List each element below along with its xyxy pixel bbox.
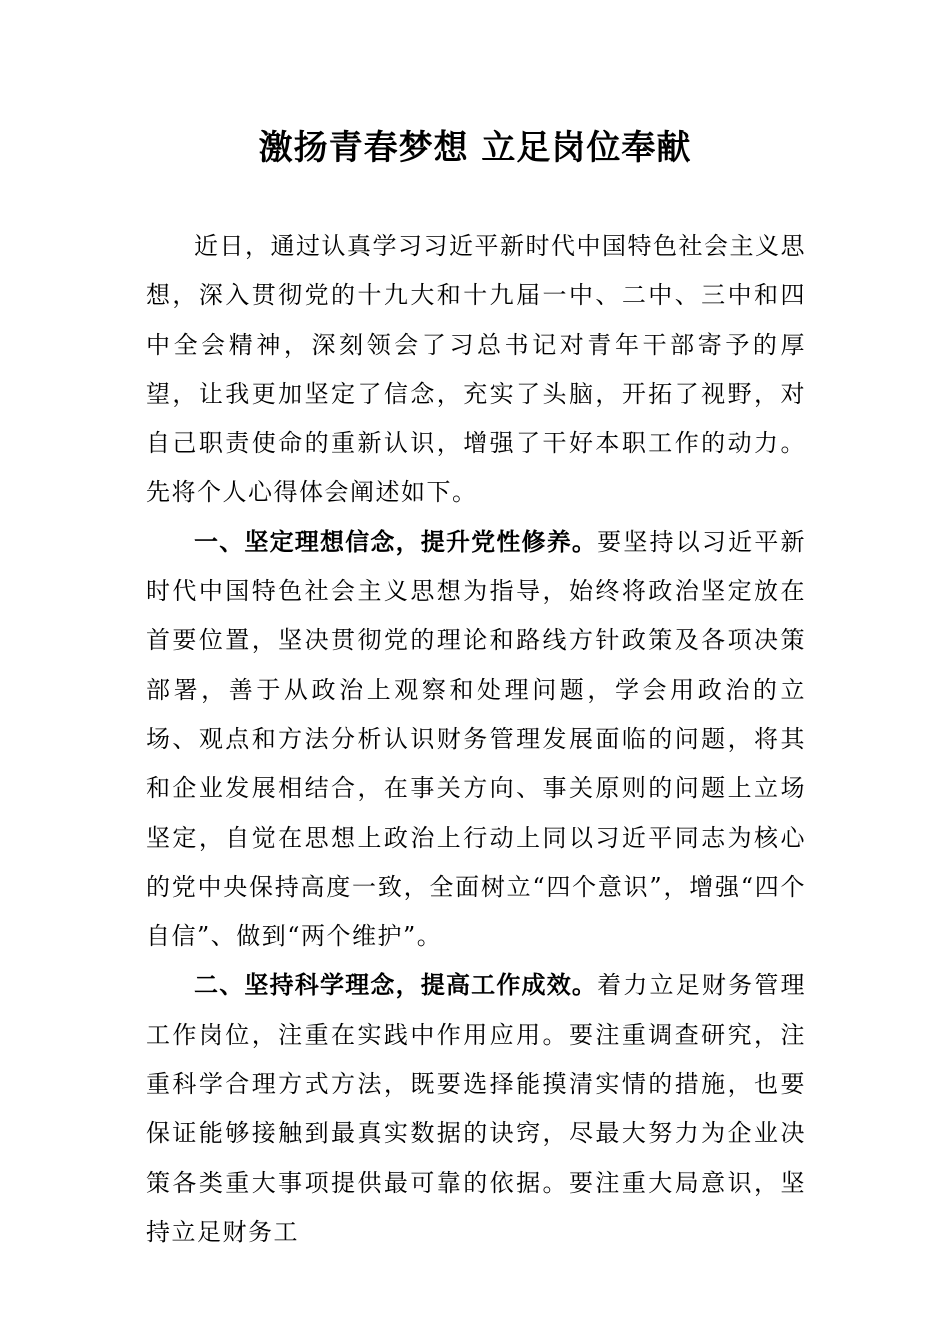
paragraph-text: 着力立足财务管理工作岗位，注重在实践中作用应用。要注重调查研究，注重科学合理方式方法，既要选择能摸清实情的措施，也要保证能够接触到最真实数据的诀窍，尽最大努力为企业决策各类重大事项提供最可靠的依据。要注重大局意识，坚持立足财务工 [146, 971, 807, 1246]
paragraph-text: 要坚持以习近平新时代中国特色社会主义思想为指导，始终将政治坚定放在首要位置，坚决贯彻党的理论和路线方针政策及各项决策部署，善于从政治上观察和处理问题，学会用政治的立场、观点和方法分析认识财务管理发展面临的问题，将其和企业发展相结合，在事关方向、事关原则的问题上立场坚定，自觉在思想上政治上行动上同以习近平同志为核心的党中央保持高度一致，全面树立“四个意识”，增强“四个自信”、做到“两个维护”。 [146, 527, 807, 951]
section-heading: 二、坚持科学理念，提高工作成效。 [194, 971, 598, 1000]
document-title: 激扬青春梦想 立足岗位奉献 [258, 128, 692, 168]
paragraph-section-2 [146, 961, 806, 1257]
paragraph-text: 近日，通过认真学习习近平新时代中国特色社会主义思想，深入贯彻党的十九大和十九届一中、二中、三中和四中全会精神，深刻领会了习总书记对青年干部寄予的厚望，让我更加坚定了信念，充实了头脑，开拓了视野，对自己职责使命的重新认识，增强了干好本职工作的动力。先将个人心得体会阐述如下。 [146, 232, 806, 507]
paragraph-section-1 [146, 518, 806, 962]
document-body [146, 222, 806, 1257]
paragraph-intro [146, 222, 806, 518]
section-heading: 一、坚定理想信念，提升党性修养。 [194, 527, 598, 556]
